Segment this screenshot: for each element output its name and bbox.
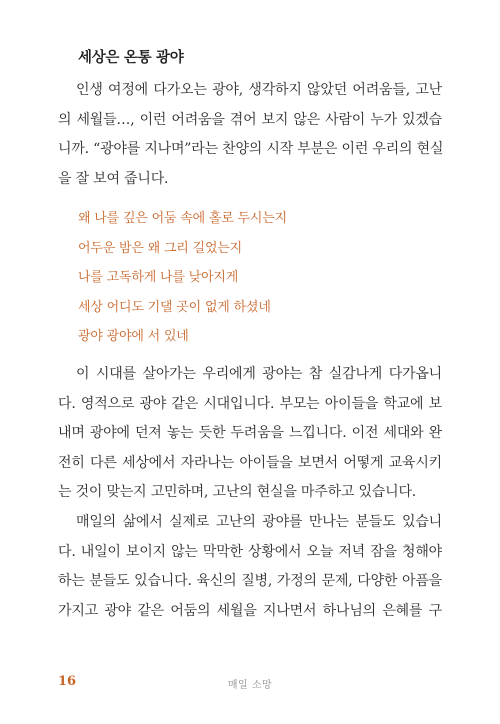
- verse-line: 세상 어디도 기댈 곳이 없게 하셨네: [78, 299, 271, 315]
- verse-line: 광야 광야에 서 있네: [78, 329, 189, 344]
- paragraph-3: [58, 508, 442, 626]
- paragraph-line: 매일의 삶에서 실제로 고난의 광야를 만나는 분들도 있습니: [76, 514, 442, 530]
- paragraph-line: 을 잘 보여 줍니다.: [58, 170, 169, 187]
- section-title: 세상은 온통 광야: [78, 50, 184, 66]
- running-title: 매일 소망: [227, 680, 273, 691]
- paragraph-1: [58, 76, 442, 194]
- paragraph-line: 니까. “광야를 지나며”라는 찬양의 시작 부분은 이런 우리의 현실: [58, 141, 444, 158]
- paragraph-line: 다. 내일이 보이지 않는 막막한 상황에서 오늘 저녁 잠을 청해야: [58, 543, 442, 560]
- hymn-verse: [78, 204, 287, 352]
- verse-line: 나를 고독하게 나를 낮아지게: [78, 270, 239, 285]
- paragraph-line: 는 것이 맞는지 고민하며, 고난의 현실을 마주하고 있습니다.: [58, 484, 417, 501]
- paragraph-line: 다. 영적으로 광야 같은 시대입니다. 부모는 아이들을 학교에 보: [58, 395, 442, 412]
- verse-line: 왜 나를 깊은 어둠 속에 홀로 두시는지: [78, 211, 287, 226]
- paragraph-line: 인생 여정에 다가오는 광야, 생각하지 않았던 어려움들, 고난: [76, 82, 442, 98]
- verse-line: 어두운 밤은 왜 그리 길었는지: [78, 240, 243, 256]
- paragraph-line: 의 세월들…, 이런 어려움을 겪어 보지 않은 사람이 누가 있겠습: [58, 111, 442, 128]
- paragraph-2: [58, 360, 442, 508]
- paragraph-line: 하는 분들도 있습니다. 육신의 질병, 가정의 문제, 다양한 아픔을: [58, 573, 442, 590]
- paragraph-line: 가지고 광야 같은 어둠의 세월을 지나면서 하나님의 은혜를 구: [58, 602, 442, 619]
- paragraph-line: 내며 광야에 던져 놓는 듯한 두려움을 느낍니다. 이전 세대와 완: [58, 425, 442, 442]
- paragraph-line: 이 시대를 살아가는 우리에게 광야는 참 실감나게 다가옵니: [76, 366, 442, 382]
- page-footer: [0, 672, 500, 696]
- paragraph-line: 전히 다른 세상에서 자라나는 아이들을 보면서 어떻게 교육시키: [58, 454, 442, 471]
- page-number: 16: [58, 674, 77, 689]
